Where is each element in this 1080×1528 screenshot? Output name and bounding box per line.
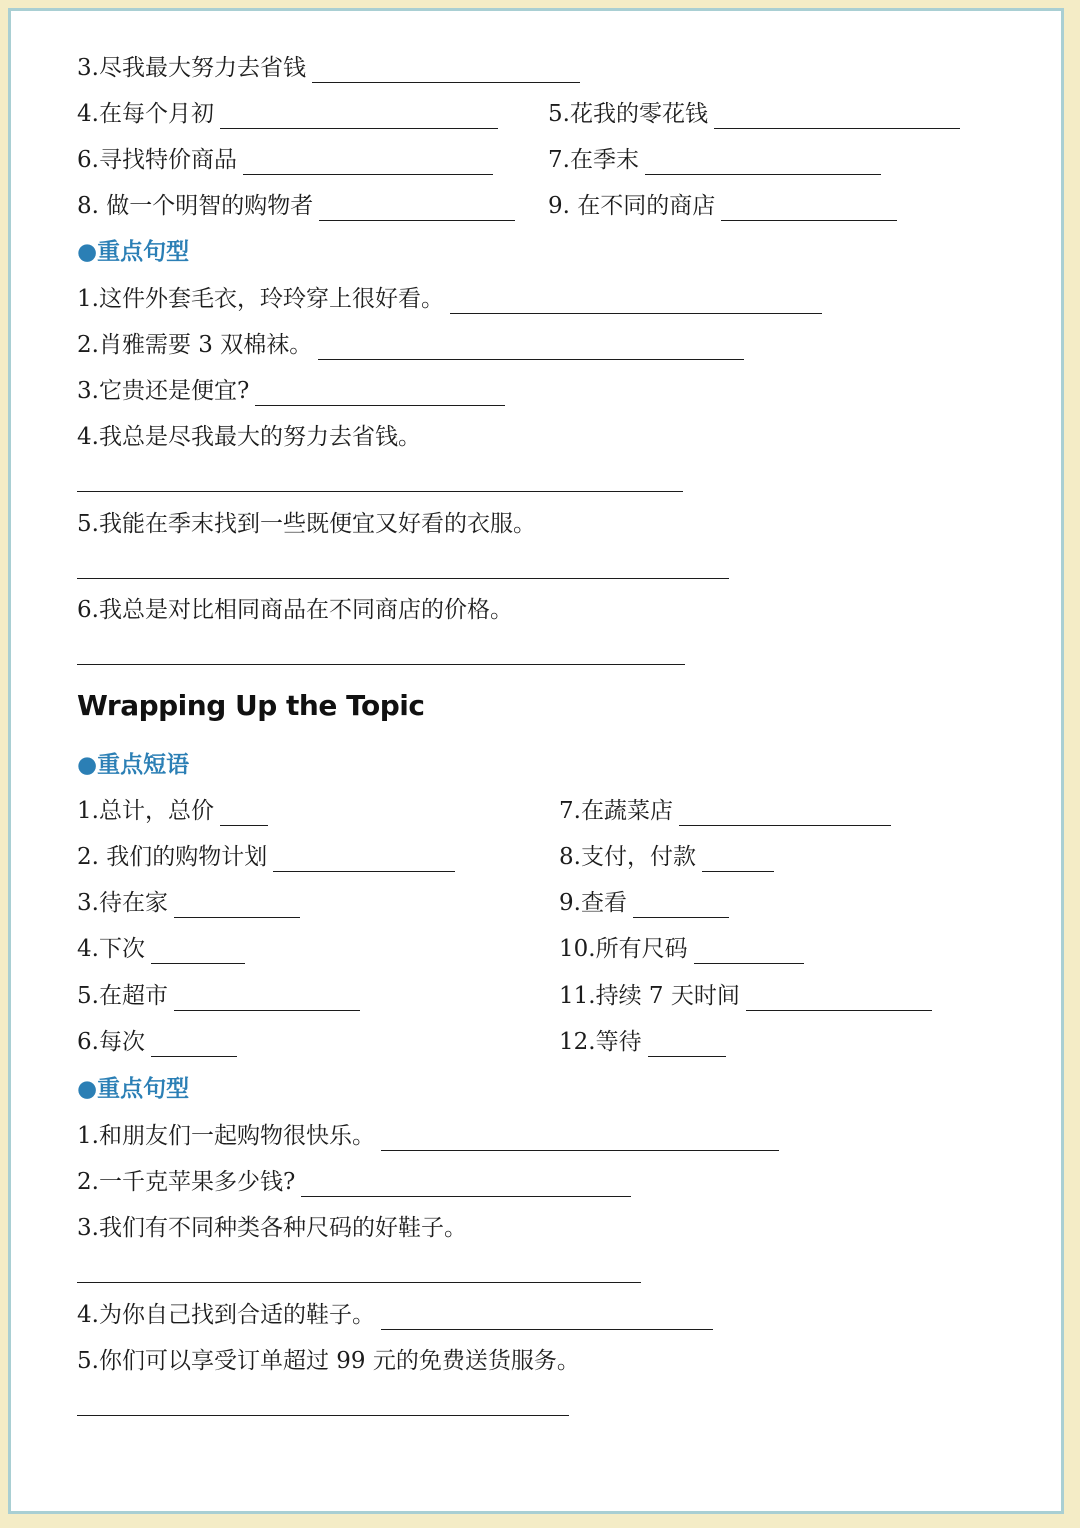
answer-blank[interactable] — [255, 383, 505, 406]
answer-line[interactable] — [77, 1282, 641, 1283]
answer-blank[interactable] — [694, 941, 804, 964]
sentence-text: 5.我能在季末找到一些既便宜又好看的衣服。 — [77, 511, 536, 537]
sentence-text: 5.你们可以享受订单超过 99 元的免费送货服务。 — [77, 1348, 580, 1374]
answer-blank[interactable] — [714, 106, 960, 129]
phrase-item — [559, 981, 932, 1011]
answer-blank[interactable] — [319, 198, 515, 221]
phrase-item — [77, 53, 580, 83]
sentence-item — [77, 422, 421, 452]
phrase-item — [77, 1027, 237, 1057]
sentence-item — [77, 1300, 713, 1330]
sentence-text: 2.肖雅需要 3 双棉袜。 — [77, 332, 313, 358]
phrase-item — [559, 934, 804, 964]
sentence-item — [77, 595, 513, 625]
section-heading-sentences: ●重点句型 — [77, 239, 190, 265]
phrase-item — [77, 888, 300, 918]
phrase-item — [559, 1027, 726, 1057]
answer-blank[interactable] — [645, 152, 881, 175]
answer-blank[interactable] — [721, 198, 897, 221]
answer-blank[interactable] — [151, 941, 245, 964]
phrase-item — [77, 145, 493, 175]
answer-blank[interactable] — [273, 849, 455, 872]
sentence-text: 3.它贵还是便宜? — [77, 378, 250, 404]
answer-line[interactable] — [77, 491, 683, 492]
topic-title: Wrapping Up the Topic — [77, 689, 425, 722]
phrase-text: 5.花我的零花钱 — [548, 101, 708, 127]
answer-blank[interactable] — [312, 60, 580, 83]
sentence-item — [77, 509, 536, 539]
section-heading-sentences: ●重点句型 — [77, 1076, 190, 1102]
phrase-item — [77, 842, 455, 872]
phrase-item — [77, 934, 245, 964]
answer-blank[interactable] — [151, 1034, 237, 1057]
answer-blank[interactable] — [243, 152, 493, 175]
answer-blank[interactable] — [679, 803, 891, 826]
phrase-item — [559, 888, 729, 918]
phrase-text: 4.在每个月初 — [77, 101, 214, 127]
answer-blank[interactable] — [301, 1174, 631, 1197]
phrase-text: 9. 在不同的商店 — [548, 193, 716, 219]
sentence-item — [77, 1346, 580, 1376]
phrase-item — [559, 842, 774, 872]
answer-blank[interactable] — [174, 988, 360, 1011]
sentence-text: 4.我总是尽我最大的努力去省钱。 — [77, 424, 421, 450]
sentence-item — [77, 376, 505, 406]
phrase-text: 8. 做一个明智的购物者 — [77, 193, 314, 219]
sentence-item — [77, 1213, 467, 1243]
phrase-text: 10.所有尺码 — [559, 936, 688, 962]
phrase-text: 5.在超市 — [77, 983, 168, 1009]
phrase-text: 6.寻找特价商品 — [77, 147, 237, 173]
phrase-text: 7.在季末 — [548, 147, 639, 173]
phrase-text: 7.在蔬菜店 — [559, 798, 673, 824]
sentence-item — [77, 330, 744, 360]
sentence-text: 4.为你自己找到合适的鞋子。 — [77, 1302, 375, 1328]
phrase-item — [77, 796, 268, 826]
answer-blank[interactable] — [220, 106, 498, 129]
phrase-item — [548, 99, 960, 129]
phrase-item — [77, 981, 360, 1011]
answer-blank[interactable] — [648, 1034, 726, 1057]
phrase-text: 9.查看 — [559, 890, 627, 916]
sentence-item — [77, 284, 822, 314]
phrase-text: 12.等待 — [559, 1029, 642, 1055]
sentence-text: 1.和朋友们一起购物很快乐。 — [77, 1123, 375, 1149]
answer-blank[interactable] — [746, 988, 932, 1011]
sentence-text: 1.这件外套毛衣，玲玲穿上很好看。 — [77, 286, 444, 312]
phrase-text: 3.待在家 — [77, 890, 168, 916]
phrase-text: 3.尽我最大努力去省钱 — [77, 55, 306, 81]
phrase-text: 1.总计，总价 — [77, 798, 214, 824]
sentence-item — [77, 1167, 631, 1197]
answer-blank[interactable] — [702, 849, 774, 872]
answer-blank[interactable] — [633, 895, 729, 918]
phrase-text: 2. 我们的购物计划 — [77, 844, 268, 870]
answer-line[interactable] — [77, 1415, 569, 1416]
sentence-text: 3.我们有不同种类各种尺码的好鞋子。 — [77, 1215, 467, 1241]
answer-blank[interactable] — [220, 803, 268, 826]
answer-blank[interactable] — [174, 895, 300, 918]
sentence-item — [77, 1121, 779, 1151]
phrase-item — [559, 796, 891, 826]
phrase-text: 4.下次 — [77, 936, 145, 962]
answer-line[interactable] — [77, 664, 685, 665]
section-heading-phrases: ●重点短语 — [77, 752, 190, 778]
phrase-item — [548, 191, 897, 221]
phrase-item — [77, 191, 515, 221]
answer-blank[interactable] — [381, 1307, 713, 1330]
answer-blank[interactable] — [450, 291, 822, 314]
sentence-text: 2.一千克苹果多少钱? — [77, 1169, 296, 1195]
answer-blank[interactable] — [318, 337, 744, 360]
phrase-text: 8.支付，付款 — [559, 844, 696, 870]
phrase-text: 11.持续 7 天时间 — [559, 983, 740, 1009]
phrase-text: 6.每次 — [77, 1029, 145, 1055]
phrase-item — [77, 99, 498, 129]
answer-line[interactable] — [77, 578, 729, 579]
answer-blank[interactable] — [381, 1128, 779, 1151]
phrase-item — [548, 145, 881, 175]
sentence-text: 6.我总是对比相同商品在不同商店的价格。 — [77, 597, 513, 623]
